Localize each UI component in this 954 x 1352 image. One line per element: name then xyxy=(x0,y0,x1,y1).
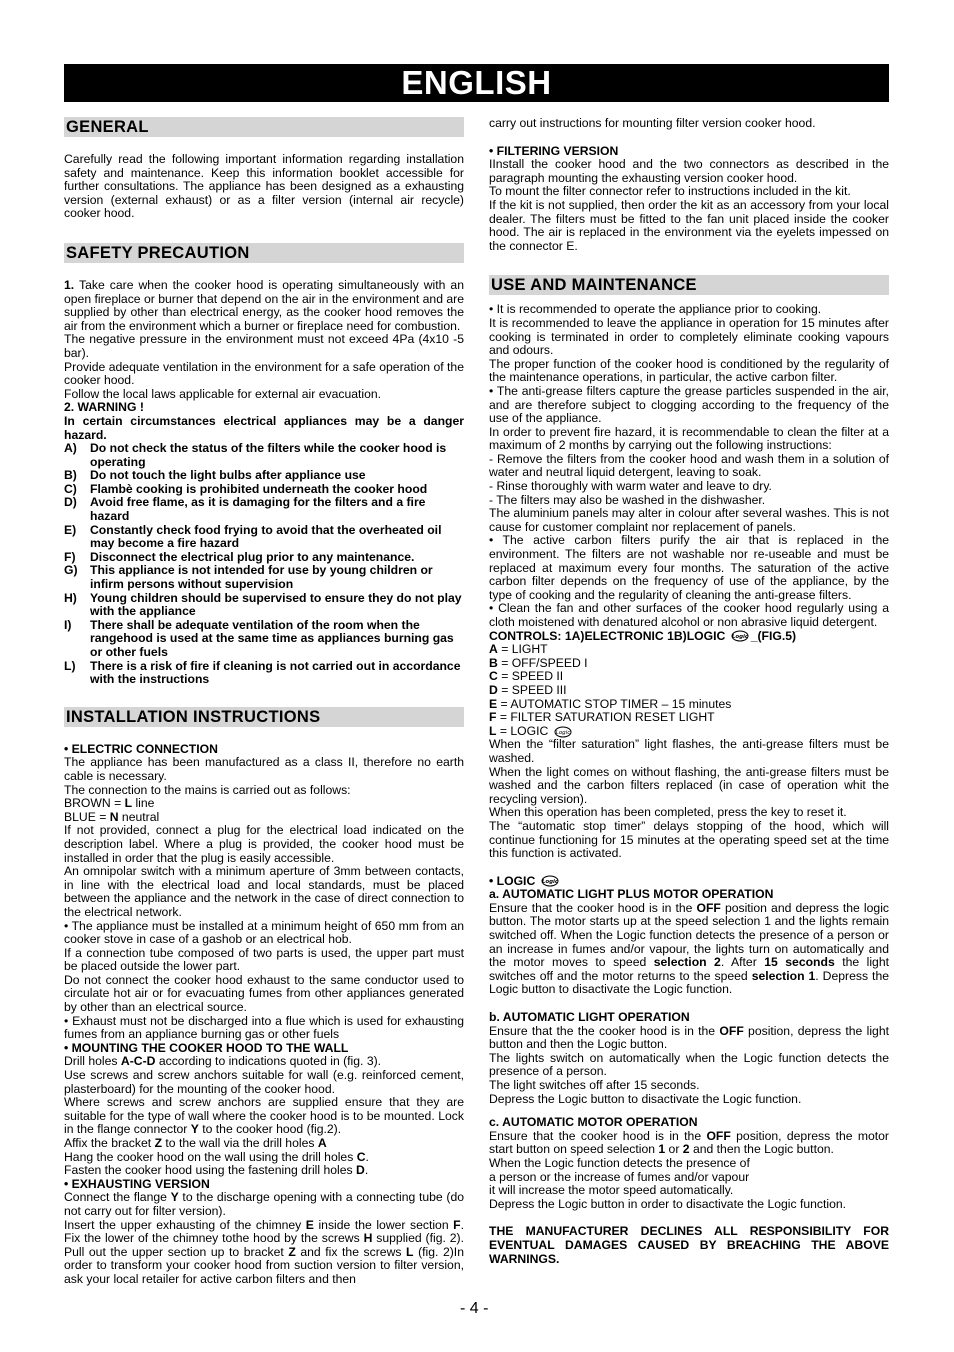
use-12: When the “filter saturation” light flashes, the anti-grease filters must be washed. xyxy=(489,737,889,765)
warning-heading: 2. WARNING ! xyxy=(64,400,144,415)
warning-item-key: A) xyxy=(64,441,77,456)
auto-light-motor-text: Ensure that the cooker hood is in the OFF position and depress the logic button. The motor starts up at the speed selection 1 and the lights remain switched off. When the Logic function detects the presence of a person or an increase in fumes and/or vapour, the lights turn on automatically and the motor moves to speed selection 2. After 15 seconds the light switches off and the motor returns to the speed selection 1. Depress the Logic button to disactivate the Logic function. xyxy=(489,900,889,997)
warning-item-key: F) xyxy=(64,549,76,564)
page-number: - 4 - xyxy=(460,1300,489,1317)
warning-item xyxy=(64,469,464,483)
brown-line: BROWN = L line xyxy=(64,796,155,811)
manufacturer-disclaimer: THE MANUFACTURER DECLINES ALL RESPONSIBILITY FOR EVENTUAL DAMAGES CAUSED BY BREACHING THE ABOVE WARNINGS. xyxy=(489,1224,889,1266)
safety-p1: 1. Take care when the cooker hood is operating simultaneously with an open fireplace or burner that depend on the air in the environment and are supplied by other than electrical energy, as the cooker hood removes the air from the environment which a burner or fireplace need for combustion. xyxy=(64,277,464,333)
control-key-letter: F xyxy=(489,710,497,725)
control-key-item xyxy=(489,670,889,684)
mount-3: Where screws and screw anchors are supplied ensure that they are suitable for the type of wall where the cooker hood is to be mounted. Lock in the flange connector Y to the cooker hood (fig.2). xyxy=(64,1095,464,1137)
warning-item-text: Constantly check food frying to avoid that the overheated oil may become a fire hazard xyxy=(90,522,442,551)
use-14: When this operation has been completed, press the key to reset it. xyxy=(489,805,847,820)
use-6: - Remove the filters from the cooker hood and wash them in a solution of water and neutral liquid detergent, leaving to soak. xyxy=(489,451,889,480)
warning-item-key: D) xyxy=(64,495,77,510)
elec-5: • The appliance must be installed at a minimum height of 650 mm from an cooker stove in case of a gashob or an electrical hob. xyxy=(64,918,464,947)
warning-item-key: L) xyxy=(64,658,76,673)
controls-heading: CONTROLS: 1A)ELECTRONIC 1B)LOGIC Logic _(FIG.5) xyxy=(489,628,797,643)
warning-item xyxy=(64,496,464,523)
warning-item-key: B) xyxy=(64,468,77,483)
auto-motor-8: When the Logic function detects the presence of xyxy=(489,1155,750,1170)
control-key-letter: E xyxy=(489,696,498,711)
filt-1: IInstall the cooker hood and the two connectors as described in the paragraph mounting the exhausting version cooker hood. xyxy=(489,157,889,185)
warning-item xyxy=(64,660,464,687)
elec-8: • Exhaust must not be discharged into a flue which is used for exhausting fumes from an appliance burning gas or other fuels xyxy=(64,1013,464,1042)
warning-item-text: Young children should be supervised to ensure they do not play with the appliance xyxy=(90,590,462,619)
electric-connection-heading: • ELECTRIC CONNECTION xyxy=(64,741,218,756)
use-8: - The filters may also be washed in the dishwasher. xyxy=(489,492,766,507)
control-key-item xyxy=(489,698,889,712)
control-key-letter: B xyxy=(489,655,498,670)
auto-motor-text: Ensure that the cooker hood is in the OFF position, depress the motor start button on speed selection 1 or 2 and then the Logic button. xyxy=(489,1128,889,1157)
controls-key-list xyxy=(489,643,889,725)
auto-light-heading: b. AUTOMATIC LIGHT OPERATION xyxy=(489,1010,690,1025)
mount-1: Drill holes A-C-D according to indications quoted in (fig. 3). xyxy=(64,1054,382,1069)
mount-6: Fasten the cooker hood using the fastening drill holes D. xyxy=(64,1163,369,1178)
warning-item-text: Disconnect the electrical plug prior to any maintenance. xyxy=(90,549,415,564)
warning-item-text: Do not check the status of the filters while the cooker hood is operating xyxy=(90,441,447,469)
control-key-item xyxy=(489,643,889,657)
control-key-letter: A xyxy=(489,642,498,657)
filter-intro: carry out instructions for mounting filter version cooker hood. xyxy=(489,116,816,130)
general-heading: GENERAL xyxy=(64,117,464,137)
elec-7: Do not connect the cooker hood exhaust to the same conductor used to circulate hot air or for evacuating fumes from other appliances generated by other than an electrical source. xyxy=(64,972,464,1015)
key-l-line: L = LOGIC Logic xyxy=(489,723,570,738)
auto-motor-heading: c. AUTOMATIC MOTOR OPERATION xyxy=(489,1115,698,1130)
exhausting-heading: • EXHAUSTING VERSION xyxy=(64,1176,210,1191)
use-3: The proper function of the cooker hood is conditioned by the regularity of the maintenance operations, in particular, the active carbon filter. xyxy=(489,356,889,385)
warning-item-text: Flambè cooking is prohibited underneath the cooker hood xyxy=(90,481,428,496)
warning-item-text: This appliance is not intended for use by young children or infirm persons without supervision xyxy=(90,563,433,592)
safety-p4: Follow the local laws applicable for external air evacuation. xyxy=(64,386,382,401)
control-key-item xyxy=(489,657,889,671)
warning-item-key: E) xyxy=(64,522,77,537)
elec-3: If not provided, connect a plug for the electrical load indicated on the description label. Where a plug is provided, the cooker hood must be installed in order that the plug is easily accessible. xyxy=(64,823,464,865)
warning-item xyxy=(64,524,464,551)
use-2: It is recommended to leave the appliance in operation for 15 minutes after cooking is terminated in order to completely eliminate cooking vapours and odours. xyxy=(489,315,889,358)
safety-p2: The negative pressure in the environment must not exceed 4Pa (4x10 -5 bar). xyxy=(64,332,464,360)
control-key-desc: = SPEED II xyxy=(497,669,564,684)
use-13: When the light comes on without flashing, the anti-grease filters must be washed and the carbon filters replaced (in case of operation whit the recycling version). xyxy=(489,764,889,806)
control-key-desc: = LIGHT xyxy=(497,642,548,657)
use-9: The aluminium panels may alter in colour after several washes. This is not cause for customer complaint nor replacement of panels. xyxy=(489,506,889,534)
general-text: Carefully read the following important information regarding installation safety and maintenance. Keep this information booklet accessible for further consultations. The appliance has been designed as a exhausting version (external exhaust) or as a filter version (internal air recycle) cooker hood. xyxy=(64,152,464,221)
use-7: - Rinse thoroughly with warm water and leave to dry. xyxy=(489,479,772,494)
warning-item-key: C) xyxy=(64,481,77,496)
control-key-letter: C xyxy=(489,669,498,684)
elec-1: The appliance has been manufactured as a class II, therefore no earth cable is necessary. xyxy=(64,755,464,783)
warning-item xyxy=(64,564,464,591)
warning-item-text: There is a risk of fire if cleaning is not carried out in accordance with the instructions xyxy=(90,658,461,687)
warning-item xyxy=(64,442,464,469)
warning-list xyxy=(64,442,464,687)
control-key-desc: = SPEED III xyxy=(497,682,567,697)
warning-item-key: H) xyxy=(64,590,77,605)
control-key-letter: D xyxy=(489,682,498,697)
warning-item-text: Do not touch the light bulbs after appliance use xyxy=(90,468,366,483)
exh-2: Insert the upper exhausting of the chimney E inside the lower section F. Fix the lower of the chimney tothe hood by the screws H supplied (fig. 2). Pull out the upper section up to bracket Z and fix the screws L (fig. 2)In order to transform your cooker hood from suction version to filter version, ask your local retailer for active carbon filters and then xyxy=(64,1217,464,1286)
filtering-heading: • FILTERING VERSION xyxy=(489,143,619,158)
installation-heading: INSTALLATION INSTRUCTIONS xyxy=(64,707,464,727)
logic-logo-icon xyxy=(731,630,749,642)
filt-3: If the kit is not supplied, then order the kit as an accessory from your local dealer. The filters must be fitted to the fan unit placed inside the cooker hood. The air is replaced in the environment via the eyelets impessed on the connector E. xyxy=(489,197,889,253)
warning-item-text: There shall be adequate ventilation of the room when the rangehood is used at the same time as appliances burning gas or other fuels xyxy=(90,617,454,659)
svg-text:Logic: Logic xyxy=(555,729,570,736)
control-key-desc: = OFF/SPEED I xyxy=(497,655,588,670)
mounting-heading: • MOUNTING THE COOKER HOOD TO THE WALL xyxy=(64,1040,349,1055)
auto-light-text: Ensure that the the cooker hood is in the OFF position, depress the light button and then the Logic button. xyxy=(489,1023,889,1052)
elec-2: The connection to the mains is carried out as follows: xyxy=(64,782,351,797)
auto-motor-10: it will increase the motor speed automatically. xyxy=(489,1183,734,1198)
use-10: • The active carbon filters purify the air that is replaced in the environment. The filters are not washable nor re-useable and must be replaced at maximum every four months. The saturation of the active carbon filter depends on the frequency of use of the appliance, by the type of cooking and the regularity of cleaning the anti-grease filters. xyxy=(489,533,889,602)
mount-2: Use screws and screw anchors suitable for wall (e.g. reinforced cement, plasterboard) for the mounting of the cooker hood. xyxy=(64,1068,464,1096)
control-key-desc: = AUTOMATIC STOP TIMER – 15 minutes xyxy=(497,696,732,711)
title-banner xyxy=(64,64,889,102)
auto-light-4: The lights switch on automatically when the Logic function detects the presence of a person. xyxy=(489,1050,889,1079)
svg-text:Logic: Logic xyxy=(731,634,748,641)
warning-text: In certain circumstances electrical appliances may be a danger hazard. xyxy=(64,413,464,442)
exh-1: Connect the flange Y to the discharge opening with a connecting tube (do not carry out for filter version). xyxy=(64,1190,464,1218)
use-11: • Clean the fan and other surfaces of the cooker hood regularly using a cloth moistened with denatured alcohol or non abrasive liquid detergent. xyxy=(489,601,889,629)
right-column xyxy=(489,117,889,1266)
use-4: • The anti-grease filters capture the grease particles suspended in the air, and are therefore subject to clogging according to the frequency of the use of the appliance. xyxy=(489,383,889,426)
left-column xyxy=(64,117,464,1287)
use-maintenance-heading: USE AND MAINTENANCE xyxy=(489,275,889,295)
page-title: ENGLISH xyxy=(401,64,552,101)
warning-item-key: I) xyxy=(64,617,72,632)
use-15: The “automatic stop timer” delays stopping of the hood, which will continue functioning for 15 minutes at the operating speed set at the time this function is activated. xyxy=(489,818,889,861)
warning-item xyxy=(64,619,464,660)
auto-motor-11: Depress the Logic button in order to disactivate the Logic function. xyxy=(489,1196,847,1211)
auto-light-5: The light switches off after 15 seconds. xyxy=(489,1078,700,1092)
control-key-item xyxy=(489,711,889,725)
elec-6: If a connection tube composed of two parts is used, the upper part must be placed outside the lower part. xyxy=(64,945,464,974)
svg-text:Logic: Logic xyxy=(541,879,558,886)
auto-light-motor-heading: a. AUTOMATIC LIGHT PLUS MOTOR OPERATION xyxy=(489,887,774,902)
control-key-desc: = FILTER SATURATION RESET LIGHT xyxy=(496,710,715,725)
mount-4: Affix the bracket Z to the wall via the drill holes A xyxy=(64,1136,327,1150)
use-1: • It is recommended to operate the appliance prior to cooking. xyxy=(489,302,822,317)
blue-line: BLUE = N neutral xyxy=(64,809,160,824)
mount-5: Hang the cooker hood on the wall using the drill holes C. xyxy=(64,1149,369,1164)
warning-item xyxy=(64,592,464,619)
logic-logo-icon xyxy=(554,726,572,738)
auto-light-6: Depress the Logic button to disactivate the Logic function. xyxy=(489,1091,802,1106)
logic-heading: • LOGIC Logic xyxy=(489,873,558,888)
logic-logo-icon xyxy=(541,875,559,887)
warning-item xyxy=(64,551,464,565)
warning-item-text: Avoid free flame, as it is damaging for the filters and a fire hazard xyxy=(90,495,426,524)
safety-heading: SAFETY PRECAUTION xyxy=(64,243,464,263)
use-5: In order to prevent fire hazard, it is recommendable to clean the filter at a maximum of 2 months by carrying out the following instructions: xyxy=(489,424,889,453)
warning-item-key: G) xyxy=(64,563,78,578)
warning-item xyxy=(64,483,464,497)
control-key-item xyxy=(489,684,889,698)
filt-2: To mount the filter connector refer to instructions included in the kit. xyxy=(489,184,851,199)
auto-motor-9: a person or the increase of fumes and/or vapour xyxy=(489,1169,750,1184)
elec-4: An omnipolar switch with a minimum aperture of 3mm between contacts, in line with the electrical load and local standards, must be placed between the appliance and the network in the case of direct connection to the electrical network. xyxy=(64,864,464,919)
safety-p3: Provide adequate ventilation in the environment for a safe operation of the cooker hood. xyxy=(64,359,464,388)
